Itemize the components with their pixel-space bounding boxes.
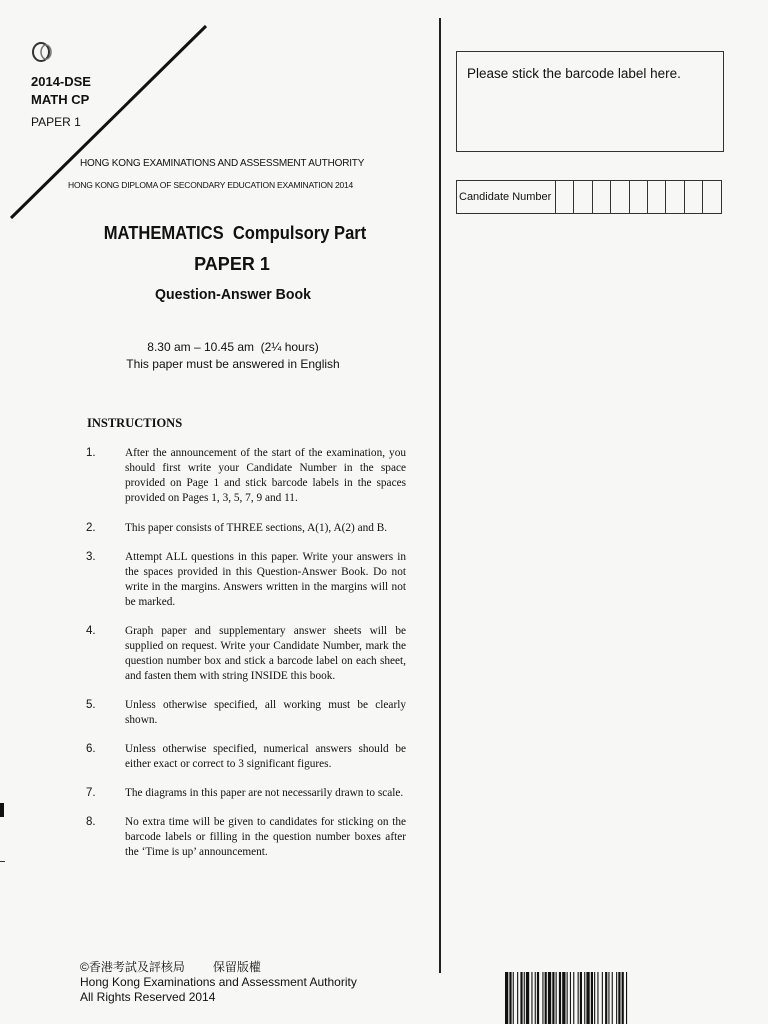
barcode-bar — [608, 972, 609, 1024]
candidate-digit-box — [648, 180, 666, 214]
vertical-divider — [439, 18, 441, 973]
candidate-digit-box — [685, 180, 703, 214]
candidate-digit-box — [630, 180, 648, 214]
edge-mark — [0, 861, 5, 862]
instruction-text: This paper consists of THREE sections, A(1), A(2) and B. — [125, 522, 388, 534]
candidate-digit-box — [703, 180, 721, 214]
candidate-number-field — [456, 180, 722, 214]
instruction-text: Attempt ALL questions in this paper. Write your answers in the spaces provided in this Question-Answer Book. Do not write in the margins. Answers written in the margins will not be marked. — [125, 551, 406, 608]
rights-en: All Rights Reserved 2014 — [80, 990, 216, 1004]
book-title: Question-Answer Book — [155, 286, 311, 303]
instruction-text: Graph paper and supplementary answer sheets will be supplied on request. Write your Candidate Number, mark the question number box and stick a barcode label on each sheet, and fasten them with string INSIDE this book. — [125, 625, 406, 682]
candidate-digit-box — [574, 180, 592, 214]
edge-mark — [0, 803, 4, 817]
copyright-en: Hong Kong Examinations and Assessment Authority — [80, 975, 357, 989]
paper-number: PAPER 1 — [31, 115, 81, 129]
instruction-item — [86, 786, 406, 801]
instruction-number: 8. — [86, 816, 96, 828]
exam-time: 8.30 am – 10.45 am (2¼ hours) — [147, 340, 319, 354]
barcode-bar — [618, 972, 620, 1024]
paper-code: 2014-DSE — [31, 74, 91, 89]
barcode-bar — [570, 972, 571, 1024]
barcode-bar — [526, 972, 529, 1024]
instructions-heading: INSTRUCTIONS — [87, 416, 183, 430]
exam-name: HONG KONG DIPLOMA OF SECONDARY EDUCATION EXAMINATION 2014 — [68, 180, 354, 190]
barcode-icon — [505, 972, 727, 1024]
barcode-bar — [524, 972, 525, 1024]
instruction-number: 2. — [86, 522, 96, 534]
barcode-bar — [505, 972, 508, 1024]
barcode-bar — [612, 972, 613, 1024]
barcode-bar — [567, 972, 568, 1024]
instructions-list — [86, 446, 406, 874]
barcode-bar — [552, 972, 554, 1024]
instruction-number: 7. — [86, 787, 96, 799]
barcode-bar — [573, 972, 574, 1024]
barcode-bar — [520, 972, 522, 1024]
barcode-bar — [591, 972, 593, 1024]
instruction-text: After the announcement of the start of the examination, you should first write your Candidate Number in the space provided on Page 1 and stick barcode labels in the spaces provided on Pages 1, 3, 5, 7, 9 and 11. — [125, 447, 406, 504]
barcode-bar — [602, 972, 603, 1024]
instruction-number: 6. — [86, 743, 96, 755]
paper-title: PAPER 1 — [194, 254, 270, 274]
instruction-text: The diagrams in this paper are not necessarily drawn to scale. — [125, 787, 404, 799]
barcode-bar — [517, 972, 518, 1024]
barcode-bar — [626, 972, 627, 1024]
barcode-bar — [578, 972, 579, 1024]
authority-name: HONG KONG EXAMINATIONS AND ASSESSMENT AUTHORITY — [80, 158, 365, 169]
instruction-item — [86, 550, 406, 610]
barcode-bar — [597, 972, 598, 1024]
instruction-item — [86, 698, 406, 728]
barcode-bar — [556, 972, 557, 1024]
barcode-bar — [622, 972, 624, 1024]
instruction-item — [86, 446, 406, 506]
barcode-bar — [537, 972, 539, 1024]
instruction-text: Unless otherwise specified, numerical answers should be either exact or correct to 3 significant figures. — [125, 743, 406, 770]
copyright-zh: ©香港考試及評核局 — [80, 960, 185, 974]
subject-title: MATHEMATICS Compulsory Part — [103, 223, 367, 243]
instruction-item — [86, 624, 406, 684]
barcode-bar — [580, 972, 582, 1024]
barcode-bar — [531, 972, 532, 1024]
instruction-number: 5. — [86, 699, 96, 711]
instruction-text: No extra time will be given to candidates for sticking on the barcode labels or filling in the question number boxes after the ‘Time is up’ announcement. — [125, 816, 406, 858]
instruction-number: 1. — [86, 447, 96, 459]
barcode-bar — [513, 972, 514, 1024]
barcode-bar — [594, 972, 595, 1024]
instruction-item — [86, 742, 406, 772]
barcode-bar — [542, 972, 543, 1024]
barcode-prompt: Please stick the barcode label here. — [467, 66, 681, 81]
barcode-bar — [616, 972, 617, 1024]
rights-zh: 保留版權 — [212, 960, 261, 974]
barcode-bar — [605, 972, 607, 1024]
barcode-bar — [535, 972, 536, 1024]
barcode-bar — [545, 972, 547, 1024]
candidate-digit-box — [556, 180, 574, 214]
candidate-number-label: Candidate Number — [456, 180, 556, 214]
instruction-text: Unless otherwise specified, all working must be clearly shown. — [125, 699, 406, 726]
barcode-bar — [562, 972, 565, 1024]
instruction-item — [86, 521, 406, 536]
barcode-bar — [509, 972, 511, 1024]
diagonal-line — [0, 0, 440, 240]
barcode-bar — [548, 972, 551, 1024]
copyright-zh-line — [80, 958, 261, 975]
barcode-bar — [559, 972, 561, 1024]
candidate-digit-box — [593, 180, 611, 214]
language-note: This paper must be answered in English — [126, 357, 340, 371]
paper-subject-code: MATH CP — [31, 92, 90, 107]
barcode-bar — [584, 972, 585, 1024]
instruction-number: 3. — [86, 551, 96, 563]
instruction-item — [86, 815, 406, 860]
instruction-number: 4. — [86, 625, 96, 637]
barcode-bar — [586, 972, 589, 1024]
candidate-digit-box — [666, 180, 684, 214]
barcode-label-box — [456, 51, 724, 152]
candidate-digit-box — [611, 180, 629, 214]
